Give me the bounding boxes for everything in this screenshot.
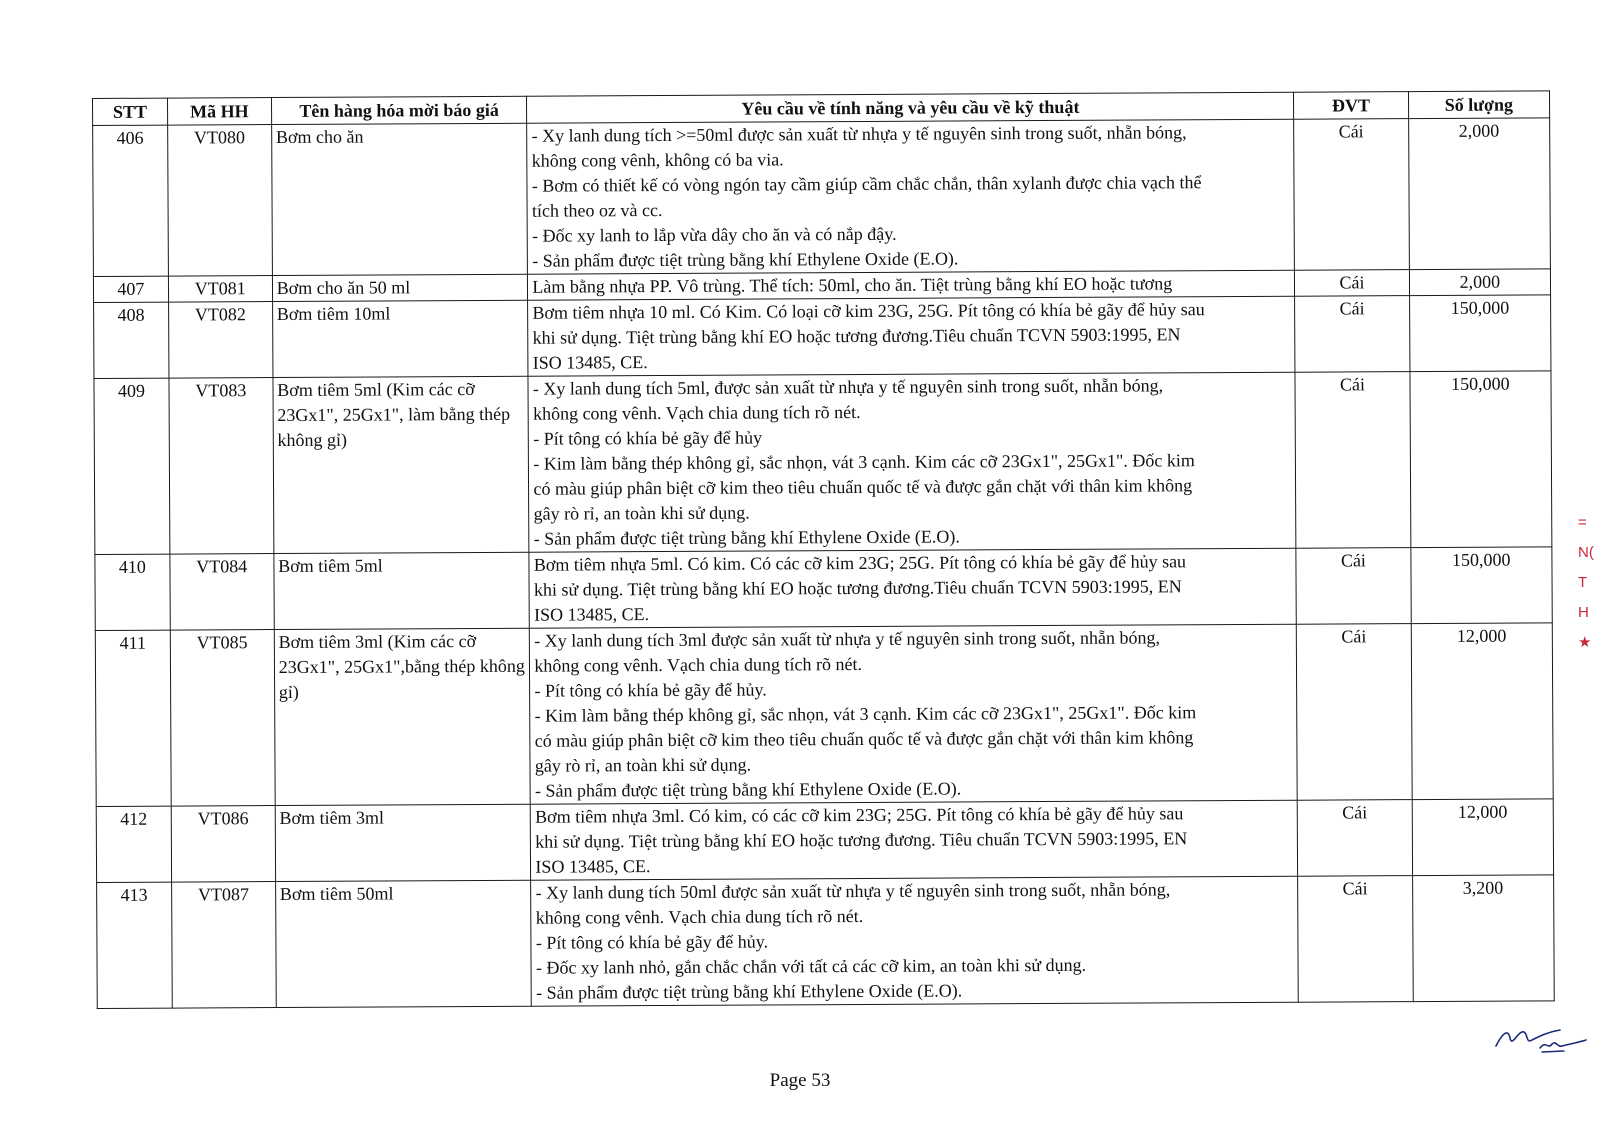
header-ten-hang-hoa: Tên hàng hóa mời báo giá [271,96,527,124]
cell-yeu-cau [531,800,1298,880]
cell-ma-hh: VT085 [170,630,275,807]
cell-ma-hh: VT080 [167,125,272,277]
requirement-line: không cong vênh. Vạch chia dung tích rõ nét. [535,905,864,928]
cell-yeu-cau [528,372,1296,552]
table-row [95,623,1553,807]
cell-dvt: Cái [1298,800,1413,877]
requirement-line: không cong vênh, không có ba via. [531,149,784,171]
requirement-line: - Xy lanh dung tích >=50ml được sản xuất từ nhựa y tế nguyên sinh trong suốt, nhẵn bóng, [531,122,1187,146]
cell-so-luong: 150,000 [1410,547,1552,624]
cell-stt: 410 [95,554,170,630]
cell-so-luong: 150,000 [1409,295,1551,372]
header-ma-hh: Mã HH [167,98,271,126]
requirement-line: khi sử dụng. Tiệt trùng bằng khí EO hoặc tương đương.Tiêu chuẩn TCVN 5903:1995, EN [532,324,1181,348]
table-row [94,295,1551,379]
requirement-line: - Pít tông có khía bẻ gãy để hủy [533,427,763,449]
cell-ten-hang-hoa: Bơm tiêm 10ml [272,300,528,377]
cell-stt: 411 [95,630,171,806]
requirement-line: khi sử dụng. Tiệt trùng bằng khí EO hoặc tương đương. Tiêu chuẩn TCVN 5903:1995, EN [535,828,1188,852]
requirement-line: Bơm tiêm nhựa 10 ml. Có Kim. Có loại cỡ kim 23G, 25G. Pít tông có khía bẻ gãy để hủy sau [532,299,1205,323]
requirement-line: - Xy lanh dung tích 50ml được sản xuất từ nhựa y tế nguyên sinh trong suốt, nhẵn bóng, [535,879,1171,903]
cell-dvt: Cái [1294,119,1409,271]
requirement-line: có màu giúp phân biệt cỡ kim theo tiêu chuẩn quốc tế và được gắn chặt với thân kim không [533,475,1193,499]
stamp-glyph: ★ [1578,634,1592,651]
page-number: Page 53 [769,1070,831,1091]
requirement-line: - Sản phẩm được tiệt trùng bằng khí Ethylene Oxide (E.O). [536,980,963,1003]
cell-stt: 413 [97,882,172,1008]
cell-so-luong: 12,000 [1411,623,1553,800]
cell-ma-hh: VT086 [171,806,275,883]
requirement-line: - Kim làm bằng thép không gỉ, sắc nhọn, vát 3 cạnh. Kim các cỡ 23Gx1", 25Gx1". Đốc kim [534,702,1197,726]
cell-dvt: Cái [1298,876,1413,1003]
cell-yeu-cau [530,624,1298,804]
cell-stt: 409 [94,378,170,554]
requirement-line: - Kim làm bằng thép không gỉ, sắc nhọn, vát 3 cạnh. Kim các cỡ 23Gx1", 25Gx1". Đốc kim [533,450,1195,474]
header-dvt: ĐVT [1294,92,1408,120]
cell-dvt: Cái [1295,296,1410,373]
cell-dvt: Cái [1296,548,1411,625]
cell-ma-hh: VT087 [171,882,276,1009]
requirement-line: khi sử dụng. Tiệt trùng bằng khí EO hoặc tương đương.Tiêu chuẩn TCVN 5903:1995, EN [533,576,1182,600]
stamp-glyph: N( [1578,544,1594,561]
requirement-line: không cong vênh. Vạch chia dung tích rõ nét. [532,401,861,424]
quotation-sheet [92,90,1555,1009]
cell-ten-hang-hoa: Bơm tiêm 3ml [275,804,531,881]
table-row [97,875,1555,1009]
cell-yeu-cau [531,876,1299,1006]
cell-stt: 408 [94,302,169,378]
cell-ten-hang-hoa: Bơm tiêm 3ml (Kim các cỡ 23Gx1", 25Gx1",bằng thép không gỉ) [274,628,531,805]
table-row [93,118,1551,277]
cell-ten-hang-hoa: Bơm cho ăn [271,123,527,275]
cell-dvt: Cái [1295,270,1409,297]
header-yeu-cau: Yêu cầu về tính năng và yêu cầu về kỹ thuật [527,92,1294,123]
cell-ma-hh: VT083 [169,378,274,555]
requirement-line: Bơm tiêm nhựa 3ml. Có kim, có các cỡ kim 23G; 25G. Pít tông có khía bẻ gãy để hủy sau [535,803,1184,827]
requirement-line: - Đốc xy lanh to lắp vừa dây cho ăn và có nắp đậy. [532,223,897,246]
requirement-line: - Sản phẩm được tiệt trùng bằng khí Ethylene Oxide (E.O). [534,778,962,801]
cell-ma-hh: VT081 [168,276,272,303]
requirement-line: ISO 13485, CE. [532,352,648,373]
cell-yeu-cau [529,548,1296,628]
cell-stt: 412 [96,806,171,882]
cell-stt: 407 [93,276,168,302]
stamp-glyph: H [1578,604,1589,621]
header-so-luong: Số lượng [1408,91,1550,119]
requirement-line: ISO 13485, CE. [535,856,651,877]
requirement-line: Bơm tiêm nhựa 5ml. Có kim. Có các cỡ kim 23G; 25G. Pít tông có khía bẻ gãy để hủy sau [533,551,1187,575]
stamp-glyph: T [1578,574,1588,591]
cell-ten-hang-hoa: Bơm tiêm 50ml [275,880,531,1007]
requirement-line: - Bơm có thiết kế có vòng ngón tay cầm giúp cầm chắc chắn, thân xylanh được chia vạch thể [531,172,1202,196]
signature-mark [1488,1018,1588,1058]
table-row [95,547,1552,631]
cell-yeu-cau [527,119,1295,274]
cell-ten-hang-hoa: Bơm tiêm 5ml [274,552,530,629]
cell-dvt: Cái [1297,624,1412,801]
stamp-fragment [1578,508,1600,698]
requirement-line: - Xy lanh dung tích 3ml được sản xuất từ nhựa y tế nguyên sinh trong suốt, nhẵn bóng, [534,627,1160,651]
stamp-glyph: = [1578,514,1587,531]
cell-ten-hang-hoa: Bơm tiêm 5ml (Kim các cỡ 23Gx1", 25Gx1", làm bằng thép không gỉ) [273,376,530,553]
table-row [94,371,1552,555]
cell-ma-hh: VT082 [168,302,272,379]
cell-so-luong: 2,000 [1409,269,1551,296]
requirement-line: không cong vênh. Vạch chia dung tích rõ nét. [534,653,862,676]
cell-ten-hang-hoa: Bơm cho ăn 50 ml [272,274,528,301]
cell-yeu-cau [528,296,1295,376]
requirement-line: gây rò rỉ, an toàn khi sử dụng. [533,502,750,524]
requirement-line: - Pít tông có khía bẻ gãy để hủy. [535,931,769,953]
cell-ma-hh: VT084 [170,554,274,631]
requirement-line: ISO 13485, CE. [534,604,650,625]
requirement-line: - Sản phẩm được tiệt trùng bằng khí Ethylene Oxide (E.O). [533,526,960,549]
requirement-line: tích theo oz và cc. [531,200,663,221]
cell-so-luong: 150,000 [1410,371,1552,548]
cell-so-luong: 12,000 [1412,799,1554,876]
requirement-line: có màu giúp phân biệt cỡ kim theo tiêu chuẩn quốc tế và được gắn chặt với thân kim không [534,727,1194,751]
cell-so-luong: 2,000 [1408,118,1550,270]
cell-dvt: Cái [1295,372,1410,549]
requirement-line: - Pít tông có khía bẻ gãy để hủy. [534,679,767,701]
table-row [96,799,1553,883]
header-stt: STT [93,98,168,125]
cell-stt: 406 [93,125,169,276]
cell-so-luong: 3,200 [1412,875,1554,1002]
requirement-line: - Xy lanh dung tích 5ml, được sản xuất từ nhựa y tế nguyên sinh trong suốt, nhẵn bóng, [532,375,1164,399]
cell-yeu-cau [528,270,1295,300]
requirement-line: - Sản phẩm được tiệt trùng bằng khí Ethylene Oxide (E.O). [532,248,959,271]
requirement-line: Làm bằng nhựa PP. Vô trùng. Thể tích: 50ml, cho ăn. Tiệt trùng bằng khí EO hoặc tương [532,273,1173,297]
requirement-line: - Đốc xy lanh nhỏ, gắn chắc chắn với tất cả các cỡ kim, an toàn khi sử dụng. [535,954,1087,978]
requirement-line: gây rò rỉ, an toàn khi sử dụng. [534,754,752,776]
quotation-table [92,90,1555,1009]
table-body [93,118,1555,1009]
